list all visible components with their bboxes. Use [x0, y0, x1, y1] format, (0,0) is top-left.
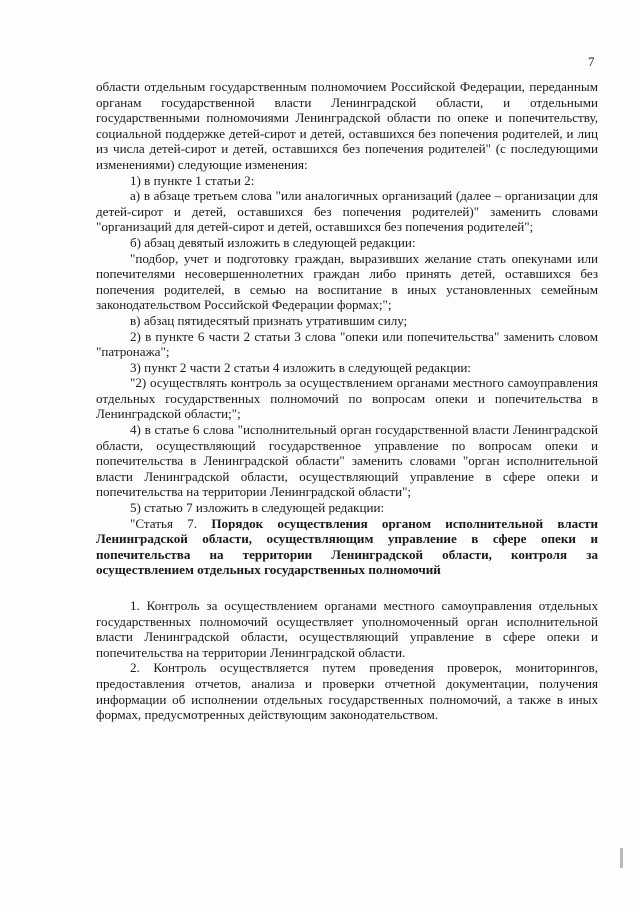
document-body — [96, 79, 598, 723]
paragraph-quote-3: "2) осуществлять контроль за осуществлением органами местного самоуправления отдельных государственных полномочий по вопросам опеки и попечительства в Ленинградской области;"; — [96, 375, 598, 422]
paragraph-item-3: 3) пункт 2 части 2 статьи 4 изложить в следующей редакции: — [130, 359, 471, 375]
article-paragraph-2: 2. Контроль осуществляется путем проведения проверок, мониторингов, предоставления отчетов, анализа и проверки отчетной документации, получения информации об исполнении отдельных государственных полномочий, а также в иных формах, предусмотренных действующим законодательством. — [96, 660, 598, 723]
article-heading — [96, 516, 598, 578]
paragraph-item-4: 4) в статье 6 слова "исполнительный орган государственной власти Ленинградской области, осуществляющий государственное управление по вопросам опеки и попечительства в Ленинградской области" заменить словами "орган исполнительной власти Ленинградской области, осуществляющий управление в сфере опеки и попечительства на территории Ленинградской области"; — [96, 422, 598, 500]
paragraph-item-1a: а) в абзаце третьем слова "или аналогичных организаций (далее – организации для детей-сирот и детей, оставшихся без попечения родителей)" заменить словами "организаций для детей-сирот и детей, оставшихся без попечения родителей"; — [96, 188, 598, 235]
paragraph-item-1: 1) в пункте 1 статьи 2: — [130, 172, 255, 188]
paragraph-intro: области отдельным государственным полномочием Российской Федерации, переданным органам государственной власти Ленинградской области, и отдельными государственными полномочиями Ленинградской области по опеке и попечительству, социальной поддержке детей-сирот и детей, оставшихся без попечения родителей, и лиц из числа детей-сирот и детей, оставшихся без попечения родителей" (с последующими изменениями) следующие изменения: — [96, 79, 598, 172]
paragraph-item-1b: б) абзац девятый изложить в следующей редакции: — [130, 234, 416, 250]
page-number: 7 — [588, 54, 595, 69]
paragraph-quote-1b: "подбор, учет и подготовку граждан, выразивших желание стать опекунами или попечителями несовершеннолетних граждан либо принять детей, оставшихся без попечения родителей, в семью на воспитание в иных установленных семейным законодательством Российской Федерации формах;"; — [96, 250, 598, 313]
scan-mark — [620, 848, 623, 868]
article-paragraph-1: 1. Контроль за осуществлением органами местного самоуправления отдельных государственных полномочий осуществляет уполномоченный орган исполнительной власти Ленинградской области, осуществляющий управление в сфере опеки и попечительства на территории Ленинградской области. — [96, 598, 598, 660]
article-prefix: "Статья 7. — [130, 515, 212, 531]
paragraph-item-5: 5) статью 7 изложить в следующей редакции: — [130, 500, 385, 516]
article-title: Порядок осуществления органом исполнительной власти Ленинградской области, осуществляющим управление в сфере опеки и попечительства на территории Ленинградской области, контроля за осуществлением отдельных государственных полномочий — [96, 515, 598, 578]
paragraph-item-1v: в) абзац пятидесятый признать утратившим силу; — [130, 312, 408, 328]
paragraph-item-2: 2) в пункте 6 части 2 статьи 3 слова "опеки или попечительства" заменить словом "патронажа"; — [96, 328, 598, 360]
